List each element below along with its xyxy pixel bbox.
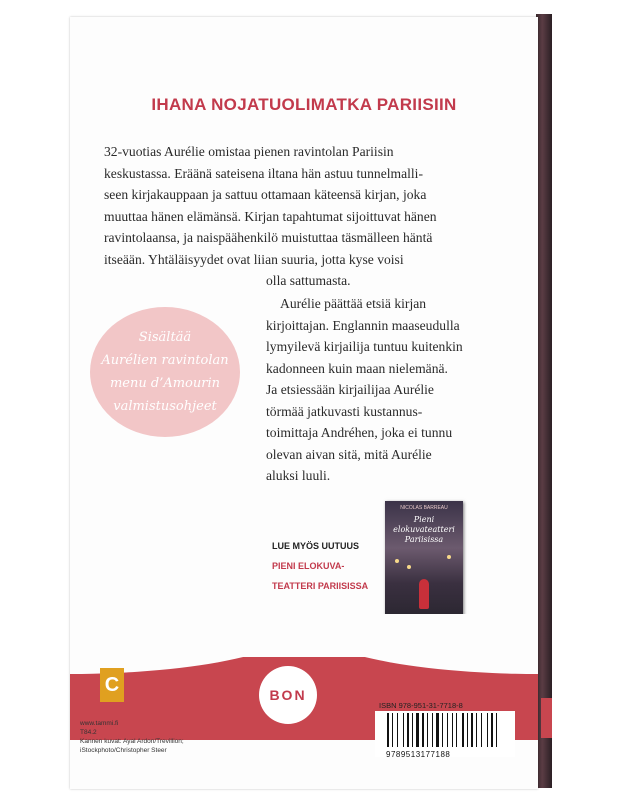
blurb [104,141,494,292]
blurb-line: itseään. Yhtäläisyydet ovat liian suuria, jotta kyse voisi [104,251,404,267]
barcode-stripe [465,713,466,747]
badge-line: menu d’Amourin [109,376,220,391]
barcode-stripe [474,713,475,747]
barcode-stripe [481,713,482,747]
barcode-stripe [469,713,470,747]
barcode-stripe [471,713,473,747]
related-book-cover [385,501,463,619]
barcode-stripe [462,713,464,747]
imprint-logo: BON [259,666,317,724]
blurb-line: Ja etsiessään kirjailijaa Aurélie [266,382,434,397]
badge-line: Aurélien ravintolan [101,353,229,368]
barcode-stripe [436,713,439,747]
related-book-title-line: Pariisissa [404,535,444,544]
blurb-line: kadonneen kuin maan nielemänä. [266,360,448,376]
barcode-stripe [416,713,419,747]
barcode-number: 9789513177188 [386,750,451,759]
related-book-title [389,515,459,545]
street-lamp [407,565,411,569]
barcode-stripe [397,713,398,747]
barcode-stripe [422,713,424,747]
woman-in-red-figure [419,579,429,609]
isbn-text: ISBN 978-951-31-7718-8 [379,701,463,710]
barcode-stripe [467,713,468,747]
also-read-title-1: PIENI ELOKUVA- [272,561,345,571]
blurb-line: aluksi luuli. [266,468,331,483]
blurb-line: muuttaa hänen elämänsä. Kirjan tapahtumat sijoittuvat hänen [104,208,437,224]
credits-line: T84.2 [80,729,97,736]
blurb-line: seen kirjakauppaan ja sattuu ottamaan käteensä kirjan, joka [104,187,427,202]
barcode-stripe [476,713,477,747]
barcode-stripe [414,713,415,747]
badge-line: Sisältää [138,330,192,345]
barcode-stripe [449,713,451,747]
back-cover [70,17,538,789]
blurb-line: toimittaja Andréhen, joka ei tunnu [266,425,453,440]
barcode-stripe [489,713,490,747]
barcode-stripe [392,713,393,747]
barcode-stripe [434,713,435,747]
barcode-stripe [440,713,441,747]
street-lamp [395,559,399,563]
barcode-stripe [444,713,446,747]
barcode-stripe [403,713,404,747]
also-read [272,536,368,596]
barcode-stripe [429,713,431,747]
barcode-stripe [399,713,402,747]
blurb-line: keskustassa. Eräänä sateisena iltana hän astuu tunnelmalli- [104,165,423,181]
recipe-badge-text [101,326,228,418]
related-book-author: NICOLAS BARREAU [400,505,448,511]
street-lamp [447,555,451,559]
barcode-stripe [387,713,389,747]
blurb-line: olevan aivan sitä, mitä Aurélie [266,446,432,462]
barcode-stripe [447,713,448,747]
barcode-stripe [390,713,391,747]
blurb-line: ravintolaansa, ja naispäähenkilö muistuttaa täsmälleen häntä [104,230,433,245]
recipe-badge [90,307,240,437]
barcode-stripe [405,713,406,747]
related-book-title-line: Pieni [413,515,435,524]
blurb-line: törmää jatkuvasti kustannus- [266,403,423,419]
also-read-label: LUE MYÖS UUTUUS [272,541,360,551]
barcode-stripe [410,713,411,747]
badge-line: valmistusohjeet [113,399,217,414]
blurb-line: lymyilevä kirjailija tuntuu kuitenkin [266,339,463,354]
credits-line: Kannen kuvat: Ayal Ardon/Trevillion; [80,738,184,745]
blurb-line: olla sattumasta. [266,273,351,288]
barcode-stripe [454,713,455,747]
barcode-stripe [483,713,486,747]
credits [80,719,280,755]
book-spine [536,14,552,788]
blurb-line: kirjoittajan. Englannin maaseudulla [266,317,460,333]
barcode-stripe [420,713,421,747]
barcode-stripe [452,713,453,747]
barcode-stripe [407,713,409,747]
barcode-stripe [456,713,457,747]
barcode-stripe [458,713,461,747]
barcode-stripe [425,713,426,747]
blurb-continued [266,293,498,487]
barcode-stripe [427,713,428,747]
blurb-line: Aurélie päättää etsiä kirjan [280,296,427,311]
barcode-stripe [494,713,495,747]
barcode-stripe [491,713,493,747]
related-book-title-line: elokuvateatteri [393,525,455,534]
barcode-stripe [432,713,433,747]
blurb-line: 32-vuotias Aurélie omistaa pienen ravintolan Pariisin [104,144,394,159]
credits-line: www.tammi.fi [80,720,119,727]
publisher-logo: C [100,668,124,702]
barcode-stripe [412,713,413,747]
spine-tab [541,698,552,738]
headline: IHANA NOJATUOLIMATKA PARIISIIN [151,95,457,114]
also-read-title-2: TEATTERI PARIISISSA [272,581,369,591]
credits-line: iStockphoto/Christopher Steer [80,747,167,754]
barcode-stripe [478,713,480,747]
barcode-stripe [442,713,443,747]
barcode-stripe [496,713,497,747]
barcode-stripe [394,713,396,747]
barcode-stripe [487,713,488,747]
